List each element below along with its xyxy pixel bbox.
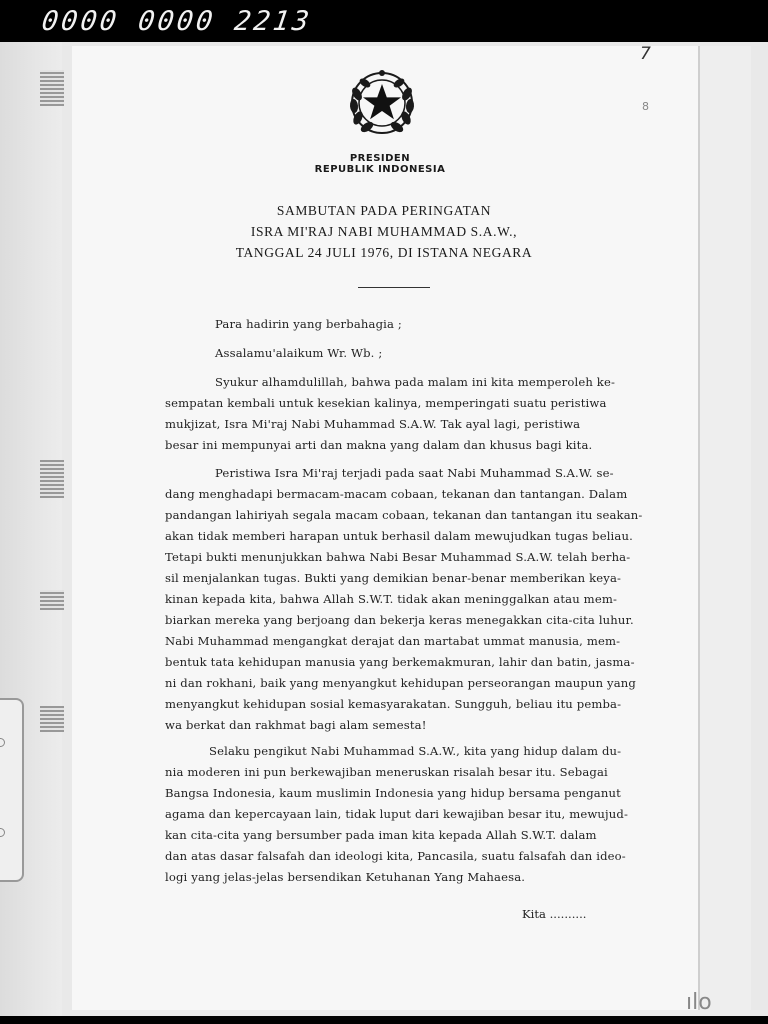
paragraph-line: Nabi Muhammad mengangkat derajat dan martabat ummat manusia, mem- bbox=[165, 634, 621, 648]
org-name-line-1: PRESIDEN bbox=[349, 153, 411, 164]
paragraph-line: biarkan mereka yang berjoang dan bekerja keras menegakkan cita-cita luhur. bbox=[165, 613, 634, 627]
garuda-star-wreath-emblem-icon bbox=[343, 64, 421, 142]
speech-title-line: ISRA MI'RAJ NABI MUHAMMAD S.A.W., bbox=[250, 224, 518, 239]
paragraph-line: kinan kepada kita, bahwa Allah S.W.T. tidak akan meninggalkan atau mem- bbox=[165, 592, 618, 606]
paragraph-line: wa berkat dan rakhmat bagi alam semesta! bbox=[165, 718, 427, 732]
speech-title-line: SAMBUTAN PADA PERINGATAN bbox=[276, 203, 492, 218]
paragraph-line: Peristiwa Isra Mi'raj terjadi pada saat Nabi Muhammad S.A.W. se- bbox=[215, 466, 614, 480]
paragraph-line: dan atas dasar falsafah dan ideologi kita, Pancasila, suatu falsafah dan ideo- bbox=[165, 849, 626, 863]
scan-speckle bbox=[40, 460, 64, 498]
paragraph-line: menyangkut kehidupan sosial kemasyarakatan. Sungguh, beliau itu pemba- bbox=[165, 697, 622, 711]
scan-corner-mark: ılo bbox=[686, 990, 712, 1015]
org-name-line-2: REPUBLIK INDONESIA bbox=[314, 164, 446, 175]
paragraph-line: sempatan kembali untuk kesekian kalinya, memperingati suatu peristiwa bbox=[165, 396, 607, 410]
paragraph-line: Selaku pengikut Nabi Muhammad S.A.W., kita yang hidup dalam du- bbox=[209, 744, 622, 758]
paragraph-line: pandangan lahiriyah segala macam cobaan, tekanan dan tantangan itu seakan- bbox=[165, 508, 643, 522]
paragraph-line: kan cita-cita yang bersumber pada iman kita kepada Allah S.W.T. dalam bbox=[165, 828, 597, 842]
paragraph-line: Syukur alhamdulillah, bahwa pada malam ini kita memperoleh ke- bbox=[215, 375, 616, 389]
document-page bbox=[72, 46, 698, 1010]
paragraph-line: Bangsa Indonesia, kaum muslimin Indonesia yang hidup bersama penganut bbox=[165, 786, 621, 800]
paragraph-line: ni dan rokhani, baik yang menyangkut kehidupan perseorangan maupun yang bbox=[165, 676, 636, 690]
paragraph-line: logi yang jelas-jelas bersendikan Ketuhanan Yang Mahaesa. bbox=[165, 870, 526, 884]
title-divider bbox=[358, 287, 430, 288]
paragraph-line: nia moderen ini pun berkewajiban meneruskan risalah besar itu. Sebagai bbox=[165, 765, 608, 779]
scan-speckle bbox=[40, 590, 64, 610]
page-stamp-mark: 8 bbox=[642, 100, 649, 113]
paragraph-line: bentuk tata kehidupan manusia yang berkemakmuran, lahir dan batin, jasma- bbox=[165, 655, 635, 669]
handwritten-page-number: 7 bbox=[640, 44, 651, 64]
speech-title-line: TANGGAL 24 JULI 1976, DI ISTANA NEGARA bbox=[235, 245, 533, 260]
greeting-line: Para hadirin yang berbahagia ; bbox=[215, 317, 402, 331]
paragraph-line: sil menjalankan tugas. Bukti yang demikian benar-benar memberikan keya- bbox=[165, 571, 622, 585]
paragraph-line: akan tidak memberi harapan untuk berhasil dalam mewujudkan tugas beliau. bbox=[165, 529, 633, 543]
binder-hole-icon bbox=[0, 738, 5, 747]
paragraph-line: besar ini mempunyai arti dan makna yang dalam dan khusus bagi kita. bbox=[165, 438, 593, 452]
scan-speckle bbox=[40, 706, 64, 732]
paragraph-line: agama dan kepercayaan lain, tidak luput dari kewajiban besar itu, mewujud- bbox=[165, 807, 629, 821]
scan-speckle bbox=[40, 70, 64, 106]
film-frame-number: 0000 0000 2213 bbox=[39, 6, 314, 37]
page-continuation-catchword: Kita .......... bbox=[522, 907, 587, 921]
binder-hole-icon bbox=[0, 828, 5, 837]
greeting-line: Assalamu'alaikum Wr. Wb. ; bbox=[215, 346, 383, 360]
paragraph-line: Tetapi bukti menunjukkan bahwa Nabi Besar Muhammad S.A.W. telah berha- bbox=[165, 550, 631, 564]
binder-tab bbox=[0, 698, 24, 882]
underlying-page-edge bbox=[698, 46, 751, 1010]
paragraph-line: dang menghadapi bermacam-macam cobaan, tekanan dan tantangan. Dalam bbox=[165, 487, 628, 501]
paragraph-line: mukjizat, Isra Mi'raj Nabi Muhammad S.A.W. Tak ayal lagi, peristiwa bbox=[165, 417, 581, 431]
